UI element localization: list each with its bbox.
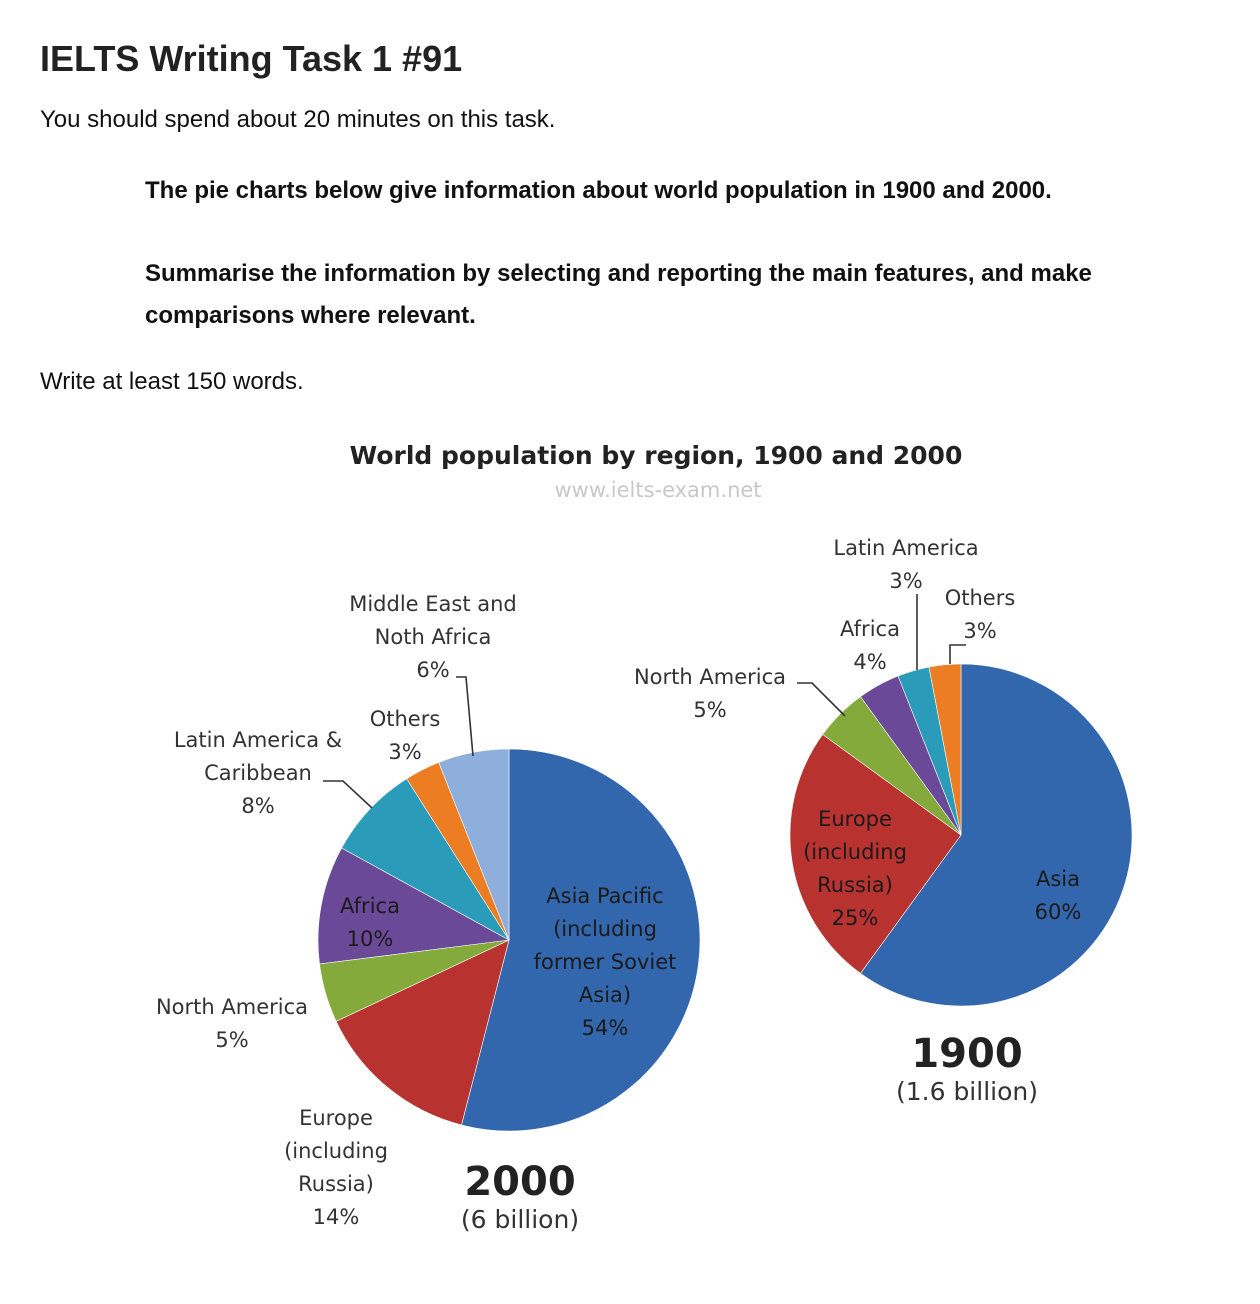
slice-label-1900-asia: Asia — [1035, 867, 1081, 891]
slice-value-1900-asia: 60% — [1034, 900, 1082, 924]
slice-value-2000-middle-east-and-noth-africa: 6% — [416, 658, 450, 682]
slice-value-1900-others: 3% — [963, 619, 997, 643]
leader-line-2000-latin-america-caribbean — [323, 781, 372, 808]
slice-value-2000-asia-pacific-including-former-soviet-asia: 54% — [581, 1016, 629, 1040]
leader-line-2000-middle-east-and-noth-africa — [456, 677, 473, 756]
slice-label-1900-africa: Africa — [840, 617, 900, 641]
slice-label-2000-europe-including-russia: (including — [284, 1139, 388, 1163]
page-title: IELTS Writing Task 1 #91 — [40, 38, 463, 79]
slice-label-2000-north-america: North America — [155, 995, 309, 1019]
slice-value-1900-africa: 4% — [853, 650, 887, 674]
chart-source-watermark: www.ielts-exam.net — [554, 478, 762, 502]
pie-total-label-1900: (1.6 billion) — [895, 1077, 1039, 1106]
task-intro: You should spend about 20 minutes on this task. — [40, 106, 556, 133]
slice-label-2000-africa: Africa — [340, 894, 400, 918]
pie-chart-1900 — [634, 536, 1132, 1106]
task-prompt-line-1: The pie charts below give information about world population in 1900 and 2000. — [145, 177, 1052, 204]
chart-title: World population by region, 1900 and 2000 — [349, 441, 963, 470]
slice-label-2000-europe-including-russia: Europe — [299, 1106, 373, 1130]
pie-chart-2000 — [156, 592, 700, 1234]
slice-value-2000-africa: 10% — [346, 927, 394, 951]
slice-value-2000-europe-including-russia: 14% — [312, 1205, 360, 1229]
slice-label-2000-middle-east-and-noth-africa: Middle East and — [349, 592, 517, 616]
slice-label-1900-europe-including-russia: (including — [803, 840, 907, 864]
slice-label-1900-europe-including-russia: Europe — [818, 807, 892, 831]
slice-label-2000-latin-america-caribbean: Caribbean — [204, 761, 312, 785]
pie-year-label-1900: 1900 — [911, 1031, 1023, 1077]
slice-label-1900-others: Others — [944, 586, 1016, 610]
slice-label-2000-latin-america-caribbean: Latin America & — [173, 728, 343, 752]
leader-line-1900-others — [950, 645, 966, 664]
slice-label-2000-others: Others — [369, 707, 441, 731]
leader-line-1900-north-america — [797, 683, 845, 716]
slice-label-2000-europe-including-russia: Russia) — [298, 1172, 374, 1196]
slice-label-1900-latin-america: Latin America — [833, 536, 979, 560]
slice-value-2000-north-america: 5% — [215, 1028, 249, 1052]
slice-label-2000-asia-pacific-including-former-soviet-asia: Asia) — [578, 983, 632, 1007]
slice-value-1900-europe-including-russia: 25% — [831, 906, 879, 930]
slice-label-1900-europe-including-russia: Russia) — [817, 873, 893, 897]
slice-label-2000-asia-pacific-including-former-soviet-asia: (including — [553, 917, 657, 941]
word-limit: Write at least 150 words. — [40, 368, 304, 395]
slice-label-1900-north-america: North America — [633, 665, 787, 689]
slice-value-1900-north-america: 5% — [693, 698, 727, 722]
slice-label-2000-middle-east-and-noth-africa: Noth Africa — [374, 625, 492, 649]
slice-value-2000-latin-america-caribbean: 8% — [241, 794, 275, 818]
pie-total-label-2000: (6 billion) — [460, 1205, 580, 1234]
slice-value-2000-others: 3% — [388, 740, 422, 764]
slice-label-2000-asia-pacific-including-former-soviet-asia: Asia Pacific — [546, 884, 664, 908]
task-prompt-line-2: Summarise the information by selecting and reporting the main features, and make comparisons where relevant. — [145, 260, 1092, 329]
slice-label-2000-asia-pacific-including-former-soviet-asia: former Soviet — [533, 950, 677, 974]
slice-value-1900-latin-america: 3% — [889, 569, 923, 593]
pie-year-label-2000: 2000 — [464, 1159, 576, 1205]
